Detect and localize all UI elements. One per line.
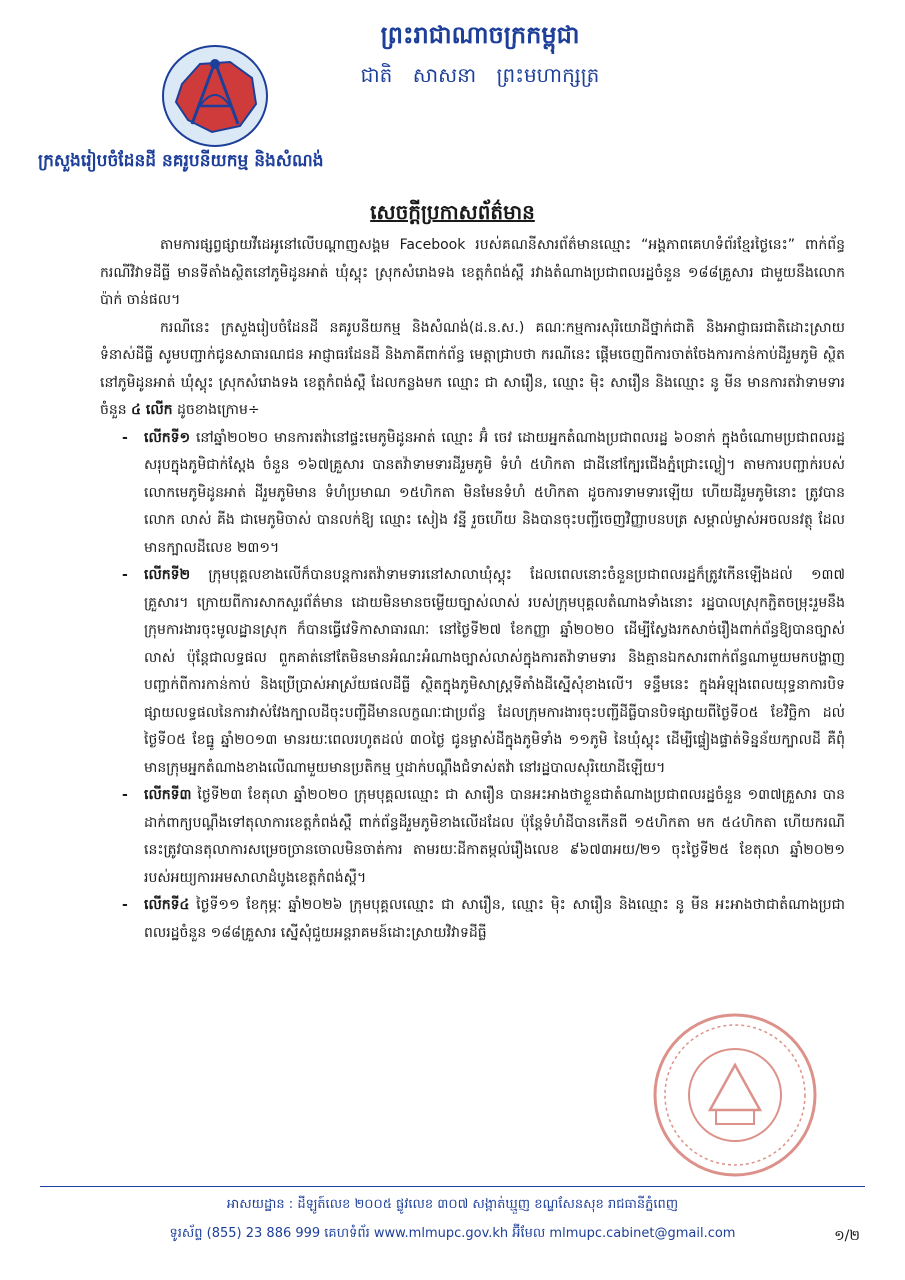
document-title: សេចក្តីប្រកាសព័ត៌មាន xyxy=(370,200,535,224)
count-highlight: ៤ លើក xyxy=(131,402,173,418)
footer-divider xyxy=(40,1186,865,1187)
paragraph-text: ករណីនេះ ក្រសួងរៀបចំដែនដី នគរូបនីយកម្ម និងសំណង់(ដ.ន.ស.) គណៈកម្មការសុរិយោដីថ្នាក់ជាតិ និងអាជ្ញាធរជាតិដោះស្រាយទំនាស់ដីធ្លី សូមបញ្ជាក់ជូនសាធារណជន អាជ្ញាធរដែនដី និងភាគីពាក់ព័ន្ធ មេត្តាជ្រាបថា ករណីនេះ ផ្តើមចេញពីការចាត់ចែងការកាន់កាប់ដីរួមភូមិ ស្ថិតនៅភូមិដូនអាត់ ឃុំស្គុះ ស្រុកសំរោងទង ខេត្តកំពង់ស្ពឺ ដែលកន្លងមក ឈ្មោះ ជា សារឿន, ឈ្មោះ ម៉ិះ សារឿន និងឈ្មោះ នូ មីន មានការតវ៉ាទាមទារចំនួន xyxy=(100,319,845,418)
list-item xyxy=(122,892,845,947)
page-number: ១/២ xyxy=(834,1228,860,1244)
ministry-logo-icon xyxy=(160,44,270,148)
paragraph-intro: តាមការផ្សព្វផ្សាយវីដេអូនៅលើបណ្តាញសង្គម Facebook របស់គណនីសារព័ត៌មានឈ្មោះ “អង្គភាពគេហទំព័រខ្មែរថ្ងៃនេះ” ពាក់ព័ន្ធករណីវិវាទដីធ្លី មានទីតាំងស្ថិតនៅភូមិដូនអាត់ ឃុំស្គុះ ស្រុកសំរោងទង ខេត្តកំពង់ស្ពឺ រវាងតំណាងប្រជាពលរដ្ឋចំនួន ១៨៨គ្រួសារ ជាមួយនឹងលោក ប៉ាក់ ចាន់ផល។ xyxy=(100,237,845,308)
paragraph-ministry-statement xyxy=(100,315,845,425)
national-motto: ជាតិ សាសនា ព្រះមហាក្សត្រ xyxy=(360,63,600,87)
list-item-text: ថ្ងៃទី១១ ខែកុម្ភៈ ឆ្នាំ២០២៦ ក្រុមបុគ្គលឈ្មោះ ជា សារឿន, ឈ្មោះ ម៉ិះ សារឿន និងឈ្មោះ នូ មីន អះអាងថាជាតំណាងប្រជាពលរដ្ឋចំនួន ១៨៨គ្រួសារ ស្នើសុំជួយអន្តរាគមន៍ដោះស្រាយវិវាទដីធ្លី xyxy=(144,897,845,941)
list-item-label: លើកទី៤ xyxy=(144,897,190,913)
official-seal-stamp xyxy=(650,1010,820,1180)
list-item-text: ថ្ងៃទី២៣ ខែតុលា ឆ្នាំ២០២០ ក្រុមបុគ្គលឈ្មោះ ជា សារឿន បានអះអាងថាខ្លួនជាតំណាងប្រជាពលរដ្ឋចំនួន ១៣៧គ្រួសារ បានដាក់ពាក្យបណ្តឹងទៅតុលាការខេត្តកំពង់ស្ពឺ ពាក់ព័ន្ធដីរួមភូមិខាងលើដដែល ប៉ុន្តែទំហំដីបានកើនពី ១៥ហិកតា មក ៥៤ហិកតា ហើយករណីនេះត្រូវបានតុលាការសម្រេចច្រានចោលមិនចាត់ការ តាមរយៈដីកាតម្កល់រឿងលេខ ៩៦៧៣អយ/២១ ចុះថ្ងៃទី២៥ ខែតុលា ឆ្នាំ២០២១ របស់អយ្យការអមសាលាដំបូងខេត្តកំពង់ស្ពឺ។ xyxy=(144,787,845,886)
list-dash: - xyxy=(122,567,128,583)
list-item-label: លើកទី៣ xyxy=(144,787,192,803)
list-item xyxy=(122,562,845,782)
list-item xyxy=(122,782,845,892)
list-item-label: លើកទី២ xyxy=(144,567,191,583)
footer-contact: ទូរស័ព្ទ (855) 23 886 999 គេហទំព័រ www.mlmupc.gov.kh អ៊ីមែល mlmupc.cabinet@gmail.com xyxy=(169,1226,736,1241)
kingdom-heading: ព្រះរាជាណាចក្រកម្ពុជា xyxy=(380,21,580,49)
list-item xyxy=(122,425,845,563)
list-dash: - xyxy=(122,787,128,803)
list-dash: - xyxy=(122,429,128,446)
protest-list xyxy=(100,425,845,948)
ministry-name: ក្រសួងរៀបចំដែនដី នគរូបនីយកម្ម និងសំណង់ xyxy=(38,151,324,171)
list-item-label: លើកទី១ xyxy=(144,429,191,446)
footer-address: អាសយដ្ឋាន : ដីឡូត៍លេខ ២០០៥ ផ្លូវលេខ ៣០៧ សង្កាត់ឃ្មួញ ខណ្ឌសែនសុខ រាជធានីភ្នំពេញ xyxy=(226,1197,679,1212)
list-dash: - xyxy=(122,897,128,913)
paragraph-text: ដូចខាងក្រោម÷ xyxy=(177,402,260,418)
list-item-text: នៅឆ្នាំ២០២០ មានការតវ៉ានៅផ្ទះមេភូមិដូនអាត់ ឈ្មោះ អ៊ំ ចេវ ដោយអ្នកតំណាងប្រជាពលរដ្ឋ ៦០នាក់ ក្នុងចំណោមប្រជាពលរដ្ឋសរុបក្នុងភូមិជាក់ស្តែង ចំនួន ១៦៧គ្រួសារ បានតវ៉ាទាមទារដីរួមភូមិ ទំហំ ៥ហិកតា ជាដីនៅក្បែរជើងភ្នំជ្រោះល្ងៀ។ តាមការបញ្ជាក់របស់លោកមេភូមិដូនអាត់ ដីរួមភូមិមាន ទំហំប្រមាណ ១៥ហិកតា មិនមែនទំហំ ៥ហិកតា ដូចការទាមទារឡើយ ហើយដីរួមភូមិនោះ ត្រូវបាន លោក លាស់ គីង ជាមេភូមិចាស់ បានលក់ឱ្យ ឈ្មោះ សៀង វន្នី រួចហើយ និងបានចុះបញ្ជីចេញវិញ្ញាបនបត្រ សម្គាល់ម្ចាស់អចលនវត្ថុ ដែលមានក្បាលដីលេខ ២៣១។ xyxy=(144,429,845,556)
list-item-text: ក្រុមបុគ្គលខាងលើក៏បានបន្តការតវ៉ាទាមទារនៅសាលាឃុំស្គុះ ដែលពេលនោះចំនួនប្រជាពលរដ្ឋក៏ត្រូវកើនឡើងដល់ ១៣៧ គ្រួសារ។ ក្រោយពីការសាកសួរព័ត៌មាន ដោយមិនមានចម្លើយច្បាស់លាស់ របស់ក្រុមបុគ្គលតំណាងទាំងនោះ រដ្ឋបាលស្រុកភ្ជិតចម្រុះរួមនឹងក្រុមការងារចុះមូលដ្ឋានស្រុក ក៏បានធ្វើវេទិកាសាធារណៈ នៅថ្ងៃទី២៧ ខែកញ្ញា ឆ្នាំ២០២០ ដើម្បីស្វែងរកសាច់រឿងពាក់ព័ន្ធឱ្យបានច្បាស់លាស់ ប៉ុន្តែជាលទ្ធផល ពួកគាត់នៅតែមិនមានអំណះអំណាងច្បាស់លាស់ក្នុងការតវ៉ាទាមទារ និងគ្មានឯកសារពាក់ព័ន្ធណាមួយមកបង្ហាញបញ្ជាក់ពីការកាន់កាប់ និងប្រើប្រាស់អាស្រ័យផលដីធ្លី ស្ថិតក្នុងភូមិសាស្ត្រទីតាំងដីស្នើសុំខាងលើ។ ទន្ទឹមនេះ ក្នុងអំឡុងពេលយុទ្ធនាការបិទផ្សាយលទ្ធផលនៃការវាស់វែងក្បាលដីចុះបញ្ជីដីមានលក្ខណៈជាប្រព័ន្ធ ដែលក្រុមការងារចុះបញ្ជីដីធ្លីបានបិទផ្សាយពីថ្ងៃទី០៥ ខែវិច្ឆិកា ដល់ថ្ងៃទី០៥ ខែធ្នូ ឆ្នាំ២០១៣ មានរយៈពេលរហូតដល់ ៣០ថ្ងៃ ជូនម្ចាស់ដីក្នុងភូមិទាំង ១១ភូមិ នៃឃុំស្គុះ ដើម្បីផ្ទៀងផ្ទាត់ទិន្នន័យក្បាលដី គឺពុំមានក្រុមអ្នកតំណាងខាងលើណាមួយមានប្រតិកម្ម ឬដាក់បណ្តឹងជំទាស់តវ៉ា នៅរដ្ឋបាលសុរិយោដីឡើយ។ xyxy=(144,567,845,776)
